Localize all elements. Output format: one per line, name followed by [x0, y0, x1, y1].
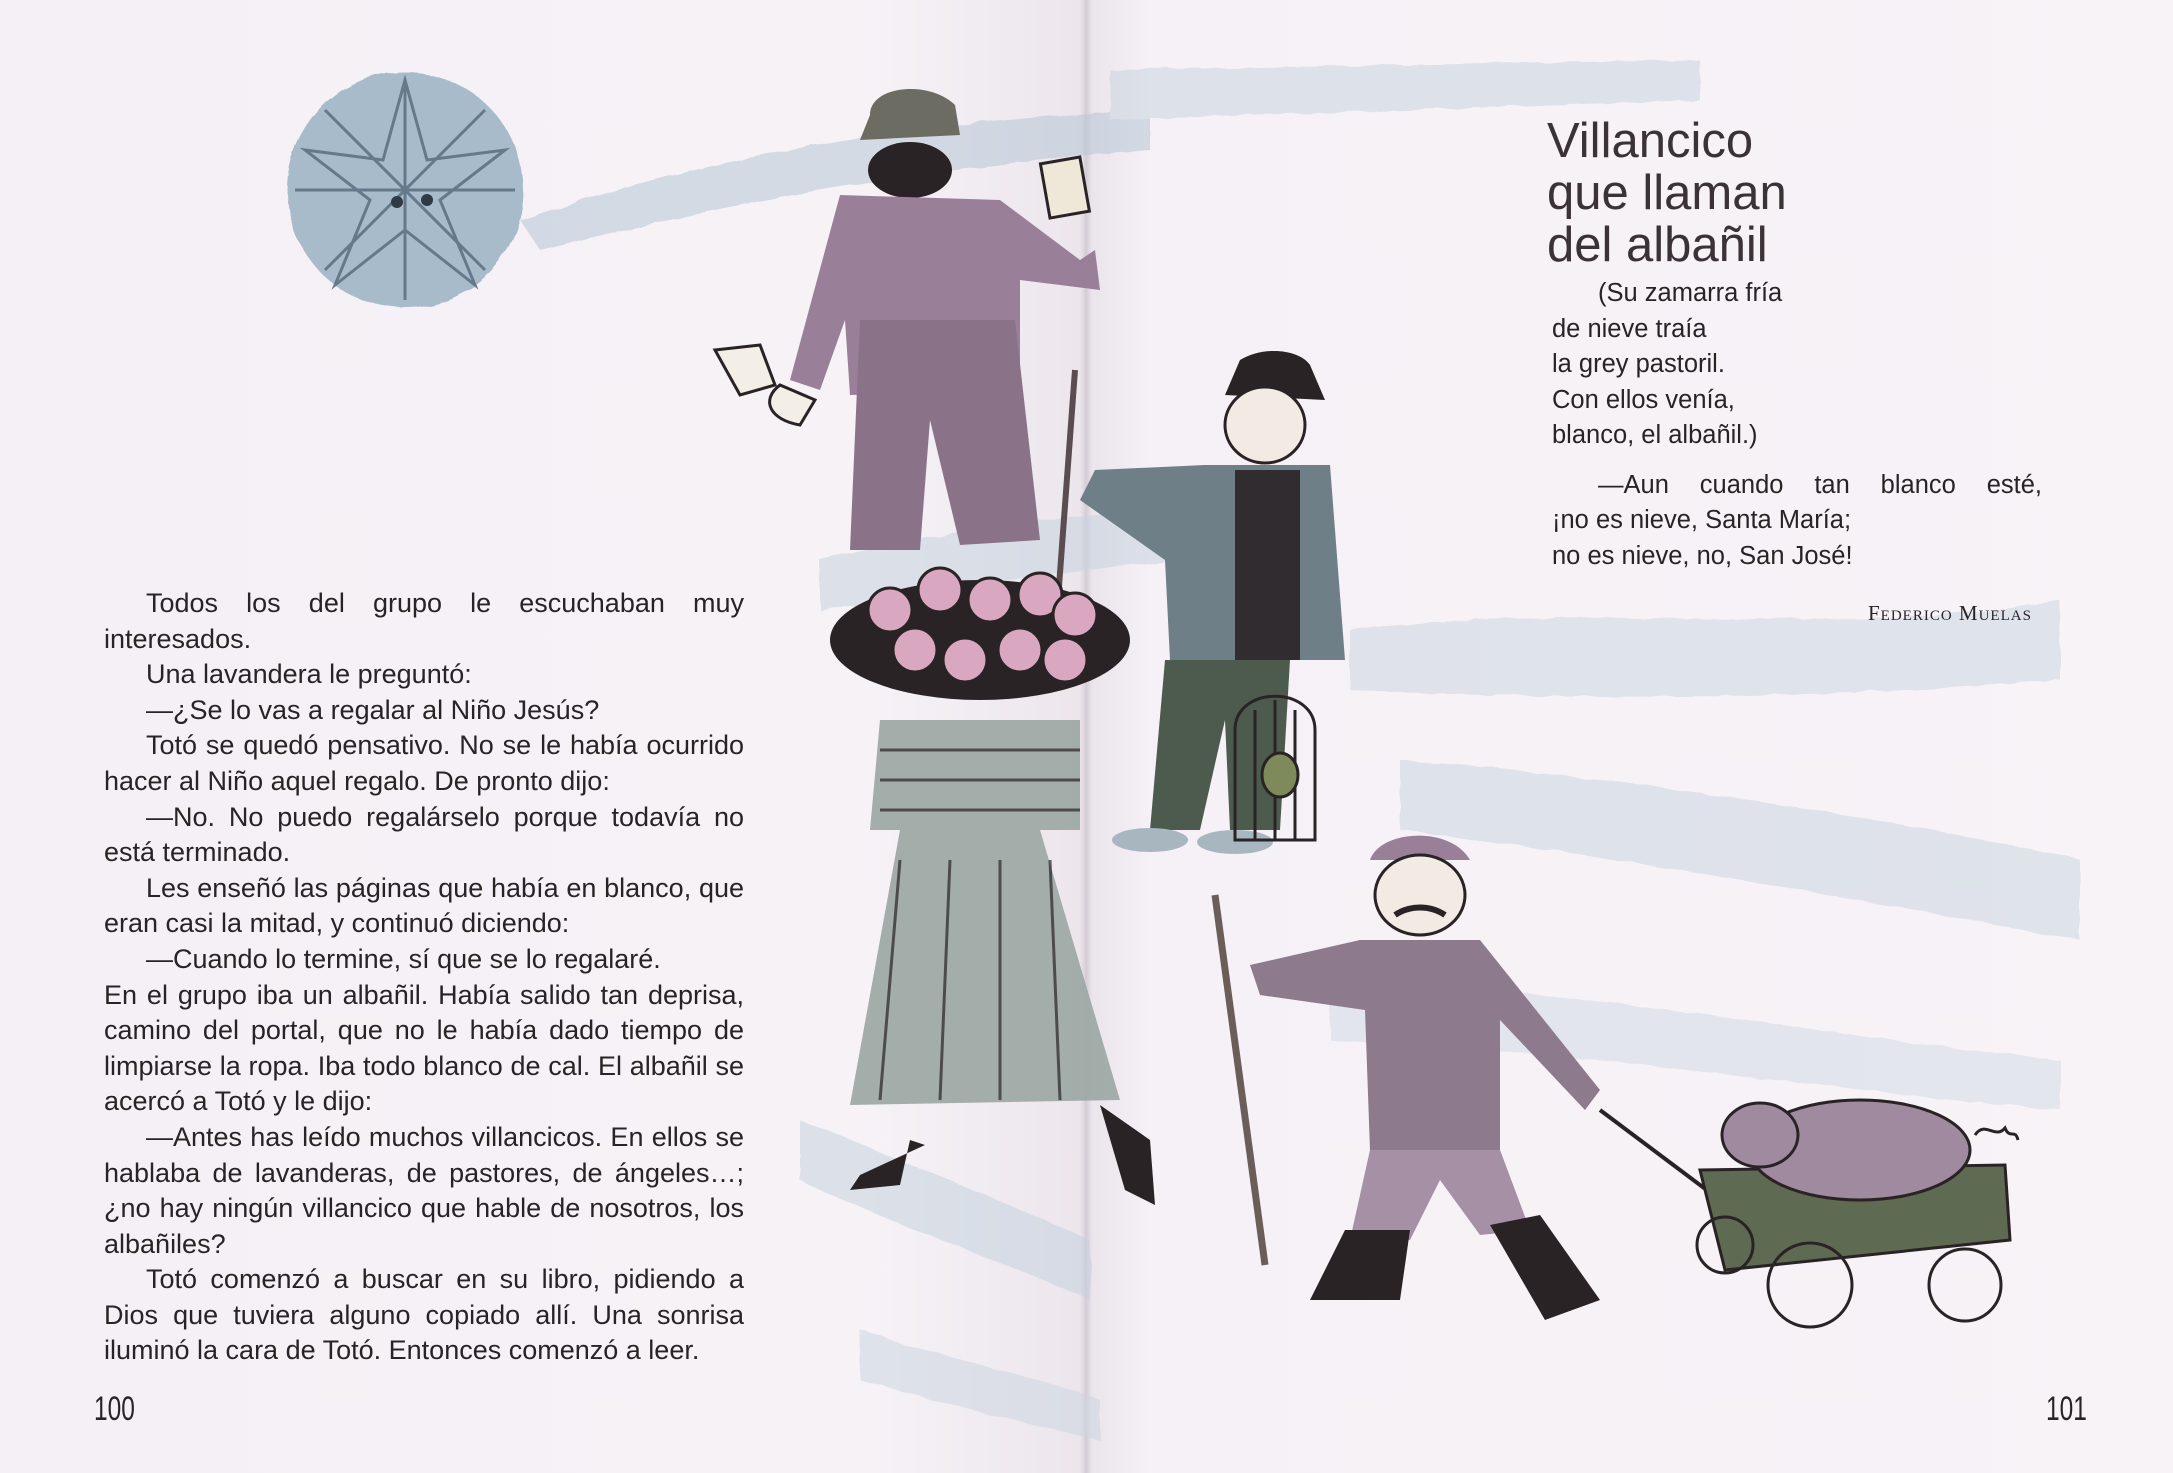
poem-line: blanco, el albañil.) — [1552, 421, 1758, 449]
poem-line: —Aun cuando tan blanco esté, — [1598, 470, 2042, 499]
title-line: del albañil — [1547, 217, 1768, 272]
stanza-1 — [1552, 276, 2042, 454]
shepherd-figure — [1080, 351, 1345, 854]
title-line: que llaman — [1547, 165, 1787, 220]
paragraph: —Antes has leído muchos villancicos. En ellos se hablaba de lavanderas, de pastores, de ángeles…; ¿no hay ningún villancico que hable de nosotros, los albañiles? — [104, 1121, 744, 1259]
title-line: Villancico — [1547, 113, 1754, 168]
poem-body — [1552, 276, 2042, 588]
paragraph: Todos los del grupo le escuchaban muy interesados. — [104, 588, 744, 654]
paragraph: Les enseñó las páginas que había en blanco, que eran casi la mitad, y continuó diciendo: — [104, 872, 744, 939]
poem-line: la grey pastoril. — [1552, 350, 1725, 378]
left-page-body — [104, 586, 744, 1369]
page-number-left: 100 — [94, 1390, 135, 1428]
star-icon — [287, 72, 523, 308]
author-name: Federico Muelas — [1868, 601, 2032, 625]
stanza-2 — [1552, 468, 2042, 575]
poem-line: no es nieve, no, San José! — [1552, 541, 1853, 570]
poem-title — [1547, 115, 1967, 271]
paragraph: —¿Se lo vas a regalar al Niño Jesús? — [146, 694, 600, 725]
paragraph: En el grupo iba un albañil. Había salido tan deprisa, camino del portal, que no le había dado tiempo de limpiarse la ropa. Iba todo blanco de cal. El albañil se acercó a Totó y le dijo: — [104, 979, 744, 1117]
page-number-right: 101 — [2046, 1390, 2087, 1428]
poem-line: (Su zamarra fría — [1598, 279, 1783, 307]
poem-line: ¡no es nieve, Santa María; — [1552, 506, 1852, 534]
paragraph: —Cuando lo termine, sí que se lo regalaré. — [146, 943, 661, 974]
paragraph: —No. No puedo regalárselo porque todavía no está terminado. — [104, 801, 744, 868]
laundress-figure — [830, 568, 1155, 1205]
paragraph: Una lavandera le preguntó: — [146, 659, 472, 690]
poem-line: de nieve traía — [1552, 314, 1707, 343]
poem-line: Con ellos venía, — [1552, 385, 1735, 414]
author-signature — [1868, 601, 2032, 626]
paragraph: Totó se quedó pensativo. No se le había ocurrido hacer al Niño aquel regalo. De pronto dijo: — [104, 730, 744, 796]
paragraph: Totó comenzó a buscar en su libro, pidiendo a Dios que tuviera alguno copiado allí. Una sonrisa iluminó la cara de Totó. Entonces comenzó a leer. — [104, 1264, 744, 1366]
